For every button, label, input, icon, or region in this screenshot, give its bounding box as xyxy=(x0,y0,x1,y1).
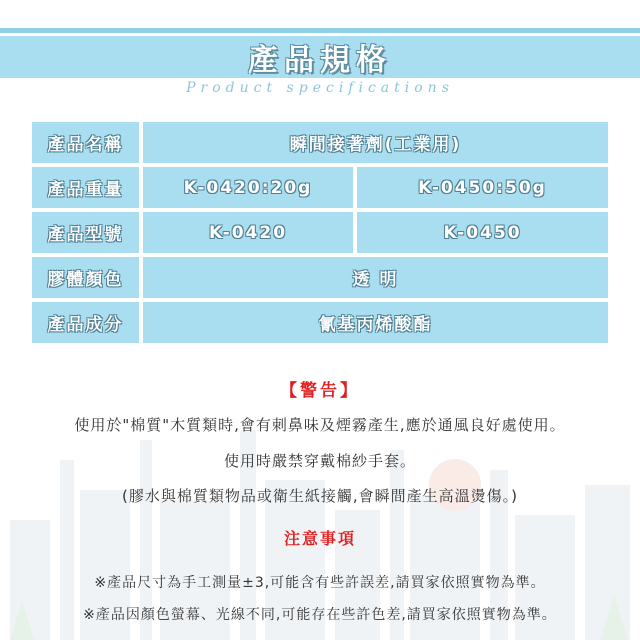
spec-label-ingredient: 產品成分 xyxy=(32,302,139,343)
spec-label-color: 膠體顏色 xyxy=(32,257,139,298)
warning-title: 【警告】 xyxy=(280,381,360,401)
note-line-1: ※產品尺寸為手工測量±3,可能含有些許誤差,請買家依照實物為準。 xyxy=(94,575,546,591)
spec-value-weight-2: K-0450:50g xyxy=(357,167,608,208)
spec-row-color xyxy=(32,257,608,298)
spec-label-weight: 產品重量 xyxy=(32,167,139,208)
spec-row-ingredient xyxy=(32,302,608,343)
warning-line-3: (膠水與棉質類物品或衛生紙接觸,會瞬間產生高溫燙傷。) xyxy=(122,487,518,505)
spec-row-weight xyxy=(32,167,608,208)
spec-value-model-1: K-0420 xyxy=(143,212,353,253)
spec-value-model-2: K-0450 xyxy=(357,212,608,253)
spec-value-name: 瞬間接著劑(工業用) xyxy=(143,122,608,163)
header-top-rule xyxy=(0,28,640,33)
page-title: 產品規格 xyxy=(248,43,392,78)
page-subtitle: Product specifications xyxy=(186,80,454,96)
spec-row-model xyxy=(32,212,608,253)
spec-value-color: 透 明 xyxy=(143,257,608,298)
spec-table xyxy=(32,122,608,347)
spec-label-model: 產品型號 xyxy=(32,212,139,253)
note-line-2: ※產品因顏色螢幕、光線不同,可能存在些許色差,請買家依照實物為準。 xyxy=(83,607,557,623)
spec-value-weight-1: K-0420:20g xyxy=(143,167,353,208)
warning-line-1: 使用於"棉質"木質類時,會有刺鼻味及煙霧產生,應於通風良好處使用。 xyxy=(74,416,566,434)
spec-value-ingredient: 氰基丙烯酸酯 xyxy=(143,302,608,343)
warning-line-2: 使用時嚴禁穿戴棉紗手套。 xyxy=(223,452,416,470)
spec-label-name: 產品名稱 xyxy=(32,122,139,163)
spec-row-name xyxy=(32,122,608,163)
notes-title: 注意事項 xyxy=(283,529,356,548)
title-band xyxy=(0,36,640,78)
